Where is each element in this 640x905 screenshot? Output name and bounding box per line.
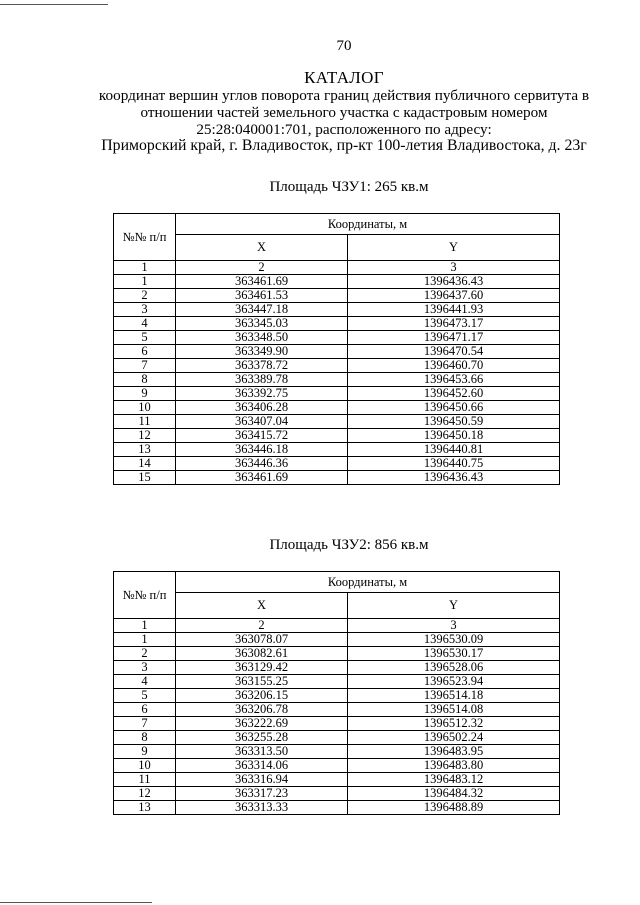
x-coordinate-cell: 363222.69 [176, 717, 348, 731]
column-header-x: X [176, 593, 348, 619]
point-number-cell: 11 [114, 773, 176, 787]
y-coordinate-cell: 1396460.70 [348, 359, 560, 373]
x-coordinate-cell: 363446.36 [176, 457, 348, 471]
x-coordinate-cell: 363392.75 [176, 387, 348, 401]
table-row [114, 401, 560, 415]
y-coordinate-cell: 1396483.12 [348, 773, 560, 787]
y-coordinate-cell: 1396450.66 [348, 401, 560, 415]
x-coordinate-cell: 363129.42 [176, 661, 348, 675]
point-number-cell: 13 [114, 443, 176, 457]
point-number-cell: 12 [114, 787, 176, 801]
y-coordinate-cell: 1396473.17 [348, 317, 560, 331]
x-coordinate-cell: 363406.28 [176, 401, 348, 415]
x-coordinate-cell: 363155.25 [176, 675, 348, 689]
table-row [114, 759, 560, 773]
y-coordinate-cell: 1396452.60 [348, 387, 560, 401]
x-coordinate-cell: 363255.28 [176, 731, 348, 745]
y-coordinate-cell: 1396530.09 [348, 633, 560, 647]
table-body [114, 275, 560, 485]
point-number-cell: 3 [114, 661, 176, 675]
page-number: 70 [336, 38, 352, 54]
table-row [114, 443, 560, 457]
x-coordinate-cell: 363415.72 [176, 429, 348, 443]
x-coordinate-cell: 363314.06 [176, 759, 348, 773]
description-line: Приморский край, г. Владивосток, пр-кт 100-летия Владивостока, д. 23г [101, 137, 587, 155]
point-number-cell: 10 [114, 401, 176, 415]
y-coordinate-cell: 1396440.75 [348, 457, 560, 471]
y-coordinate-cell: 1396450.18 [348, 429, 560, 443]
y-coordinate-cell: 1396436.43 [348, 471, 560, 485]
x-coordinate-cell: 363446.18 [176, 443, 348, 457]
x-coordinate-cell: 363461.69 [176, 471, 348, 485]
y-coordinate-cell: 1396523.94 [348, 675, 560, 689]
table-row [114, 429, 560, 443]
x-coordinate-cell: 363078.07 [176, 633, 348, 647]
x-coordinate-cell: 363316.94 [176, 773, 348, 787]
y-coordinate-cell: 1396483.80 [348, 759, 560, 773]
description-line: координат вершин углов поворота границ действия публичного сервитута в [98, 87, 590, 104]
point-number-cell: 1 [114, 633, 176, 647]
point-number-cell: 13 [114, 801, 176, 815]
y-coordinate-cell: 1396436.43 [348, 275, 560, 289]
column-header-coords: Координаты, м [176, 214, 560, 235]
y-coordinate-cell: 1396471.17 [348, 331, 560, 345]
y-coordinate-cell: 1396470.54 [348, 345, 560, 359]
point-number-cell: 12 [114, 429, 176, 443]
y-coordinate-cell: 1396441.93 [348, 303, 560, 317]
table-row [114, 289, 560, 303]
table-row [114, 387, 560, 401]
column-header-coords: Координаты, м [176, 572, 560, 593]
y-coordinate-cell: 1396450.59 [348, 415, 560, 429]
point-number-cell: 7 [114, 359, 176, 373]
table-row [114, 773, 560, 787]
point-number-cell: 2 [114, 289, 176, 303]
x-coordinate-cell: 363206.15 [176, 689, 348, 703]
column-header-y: Y [348, 593, 560, 619]
table-row [114, 717, 560, 731]
table-row [114, 689, 560, 703]
y-coordinate-cell: 1396440.81 [348, 443, 560, 457]
y-coordinate-cell: 1396484.32 [348, 787, 560, 801]
x-coordinate-cell: 363345.03 [176, 317, 348, 331]
x-coordinate-cell: 363082.61 [176, 647, 348, 661]
x-coordinate-cell: 363317.23 [176, 787, 348, 801]
column-header-x: X [176, 235, 348, 261]
table-row [114, 661, 560, 675]
x-coordinate-cell: 363407.04 [176, 415, 348, 429]
y-coordinate-cell: 1396453.66 [348, 373, 560, 387]
table-row [114, 359, 560, 373]
x-coordinate-cell: 363206.78 [176, 703, 348, 717]
point-number-cell: 8 [114, 373, 176, 387]
point-number-cell: 4 [114, 675, 176, 689]
table-row [114, 703, 560, 717]
y-coordinate-cell: 1396502.24 [348, 731, 560, 745]
table-body [114, 633, 560, 815]
y-coordinate-cell: 1396488.89 [348, 801, 560, 815]
point-number-cell: 9 [114, 745, 176, 759]
catalog-description [0, 88, 640, 155]
table-header [114, 572, 560, 633]
point-number-cell: 1 [114, 275, 176, 289]
coordinates-table-2 [113, 571, 560, 815]
table-row [114, 331, 560, 345]
index-cell: 2 [176, 261, 348, 275]
area-title-2: Площадь ЧЗУ2: 856 кв.м [269, 537, 429, 553]
point-number-cell: 3 [114, 303, 176, 317]
point-number-cell: 11 [114, 415, 176, 429]
point-number-cell: 15 [114, 471, 176, 485]
bottom-rule [0, 902, 152, 903]
coordinates-table-1 [113, 213, 560, 485]
point-number-cell: 6 [114, 345, 176, 359]
x-coordinate-cell: 363313.33 [176, 801, 348, 815]
column-header-y: Y [348, 235, 560, 261]
index-cell: 3 [348, 261, 560, 275]
point-number-cell: 2 [114, 647, 176, 661]
y-coordinate-cell: 1396483.95 [348, 745, 560, 759]
x-coordinate-cell: 363461.53 [176, 289, 348, 303]
point-number-cell: 5 [114, 689, 176, 703]
column-header-num: №№ п/п [114, 214, 176, 261]
point-number-cell: 10 [114, 759, 176, 773]
y-coordinate-cell: 1396528.06 [348, 661, 560, 675]
index-cell: 1 [114, 619, 176, 633]
x-coordinate-cell: 363349.90 [176, 345, 348, 359]
y-coordinate-cell: 1396437.60 [348, 289, 560, 303]
x-coordinate-cell: 363348.50 [176, 331, 348, 345]
table-header [114, 214, 560, 275]
x-coordinate-cell: 363378.72 [176, 359, 348, 373]
table-row [114, 731, 560, 745]
description-line: 25:28:040001:701, расположенного по адресу: [196, 120, 492, 138]
area-title-1: Площадь ЧЗУ1: 265 кв.м [269, 179, 429, 195]
y-coordinate-cell: 1396512.32 [348, 717, 560, 731]
table-row [114, 801, 560, 815]
index-cell: 1 [114, 261, 176, 275]
catalog-title: КАТАЛОГ [304, 68, 384, 87]
x-coordinate-cell: 363447.18 [176, 303, 348, 317]
top-rule [0, 4, 108, 5]
table-row [114, 745, 560, 759]
column-header-num: №№ п/п [114, 572, 176, 619]
description-line: отношении частей земельного участка с кадастровым номером [140, 103, 548, 121]
point-number-cell: 8 [114, 731, 176, 745]
point-number-cell: 14 [114, 457, 176, 471]
point-number-cell: 7 [114, 717, 176, 731]
point-number-cell: 4 [114, 317, 176, 331]
table-row [114, 275, 560, 289]
table-row [114, 675, 560, 689]
y-coordinate-cell: 1396514.08 [348, 703, 560, 717]
index-cell: 3 [348, 619, 560, 633]
table-row [114, 647, 560, 661]
x-coordinate-cell: 363461.69 [176, 275, 348, 289]
table-row [114, 373, 560, 387]
table-row [114, 471, 560, 485]
table-row [114, 303, 560, 317]
point-number-cell: 6 [114, 703, 176, 717]
x-coordinate-cell: 363313.50 [176, 745, 348, 759]
y-coordinate-cell: 1396530.17 [348, 647, 560, 661]
y-coordinate-cell: 1396514.18 [348, 689, 560, 703]
index-cell: 2 [176, 619, 348, 633]
table-row [114, 787, 560, 801]
x-coordinate-cell: 363389.78 [176, 373, 348, 387]
table-row [114, 633, 560, 647]
table-row [114, 345, 560, 359]
point-number-cell: 9 [114, 387, 176, 401]
point-number-cell: 5 [114, 331, 176, 345]
table-row [114, 415, 560, 429]
table-row [114, 457, 560, 471]
table-row [114, 317, 560, 331]
